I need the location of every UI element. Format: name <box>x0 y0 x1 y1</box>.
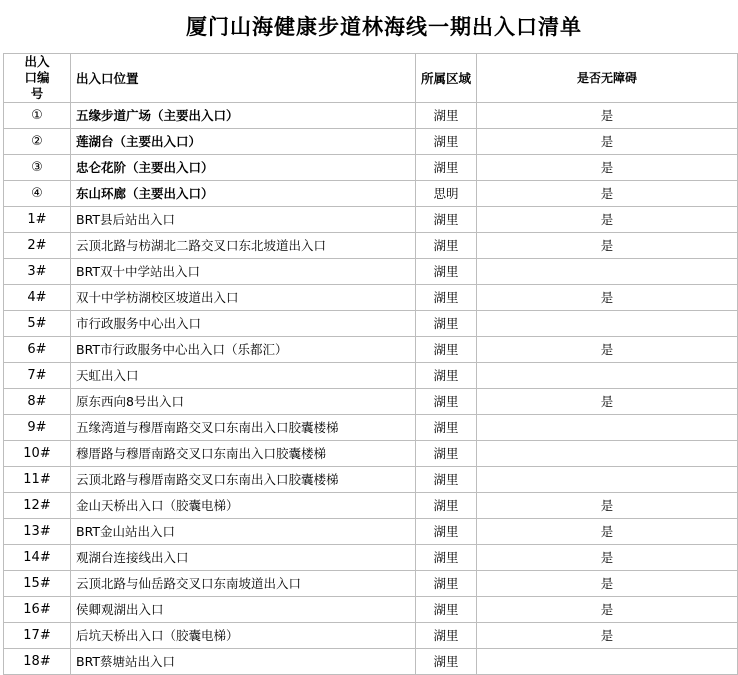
district-cell: 湖里 <box>416 259 477 285</box>
entrance-location-cell: 云顶北路与仙岳路交叉口东南坡道出入口 <box>71 571 416 597</box>
entrance-number-cell: 13# <box>4 519 71 545</box>
entrance-number-cell: 11# <box>4 467 71 493</box>
accessible-cell <box>477 441 738 467</box>
entrance-number-cell: 17# <box>4 623 71 649</box>
table-header-row <box>4 54 738 103</box>
entrance-number-cell: 5# <box>4 311 71 337</box>
entrance-location-cell: 穆厝路与穆厝南路交叉口东南出入口胶囊楼梯 <box>71 441 416 467</box>
accessible-cell: 是 <box>477 571 738 597</box>
table-row <box>4 181 738 207</box>
accessible-cell <box>477 467 738 493</box>
entrance-location-cell: BRT蔡塘站出入口 <box>71 649 416 675</box>
table-row <box>4 233 738 259</box>
entrance-location-cell: 忠仑花阶（主要出入口） <box>71 155 416 181</box>
accessible-cell: 是 <box>477 155 738 181</box>
accessible-cell: 是 <box>477 623 738 649</box>
entrance-number-cell: 2# <box>4 233 71 259</box>
entrance-location-cell: 市行政服务中心出入口 <box>71 311 416 337</box>
entrance-location-cell: 双十中学枋湖校区坡道出入口 <box>71 285 416 311</box>
table-row <box>4 415 738 441</box>
district-cell: 湖里 <box>416 363 477 389</box>
district-cell: 思明 <box>416 181 477 207</box>
accessible-cell: 是 <box>477 129 738 155</box>
district-cell: 湖里 <box>416 207 477 233</box>
table-row <box>4 519 738 545</box>
entrance-location-cell: 五缘湾道与穆厝南路交叉口东南出入口胶囊楼梯 <box>71 415 416 441</box>
district-cell: 湖里 <box>416 623 477 649</box>
entrance-number-cell: ③ <box>4 155 71 181</box>
table-row <box>4 207 738 233</box>
accessible-cell: 是 <box>477 233 738 259</box>
entrance-number-cell: 3# <box>4 259 71 285</box>
accessible-cell: 是 <box>477 389 738 415</box>
table-row <box>4 155 738 181</box>
table-row <box>4 597 738 623</box>
district-cell: 湖里 <box>416 467 477 493</box>
accessible-cell: 是 <box>477 337 738 363</box>
district-cell: 湖里 <box>416 571 477 597</box>
table-row <box>4 363 738 389</box>
accessible-cell: 是 <box>477 597 738 623</box>
entrance-location-cell: 天虹出入口 <box>71 363 416 389</box>
accessible-cell: 是 <box>477 545 738 571</box>
district-cell: 湖里 <box>416 285 477 311</box>
table-row <box>4 129 738 155</box>
entrance-number-cell: 14# <box>4 545 71 571</box>
entrance-number-cell: 6# <box>4 337 71 363</box>
accessible-cell: 是 <box>477 519 738 545</box>
accessible-cell: 是 <box>477 285 738 311</box>
district-cell: 湖里 <box>416 441 477 467</box>
header-accessible: 是否无障碍 <box>477 54 738 103</box>
table-row <box>4 259 738 285</box>
district-cell: 湖里 <box>416 597 477 623</box>
district-cell: 湖里 <box>416 519 477 545</box>
entrance-number-cell: ② <box>4 129 71 155</box>
entrance-number-cell: 1# <box>4 207 71 233</box>
accessible-cell <box>477 311 738 337</box>
entrance-location-cell: BRT县后站出入口 <box>71 207 416 233</box>
header-entrance-number-label: 出入口编号 <box>24 54 50 101</box>
page-title: 厦门山海健康步道林海线一期出入口清单 <box>186 15 582 39</box>
accessible-cell: 是 <box>477 207 738 233</box>
district-cell: 湖里 <box>416 155 477 181</box>
accessible-cell: 是 <box>477 103 738 129</box>
table-row <box>4 467 738 493</box>
entrance-number-cell: ④ <box>4 181 71 207</box>
table-row <box>4 545 738 571</box>
entrance-location-cell: BRT市行政服务中心出入口（乐都汇） <box>71 337 416 363</box>
entrance-location-cell: BRT金山站出入口 <box>71 519 416 545</box>
table-row <box>4 493 738 519</box>
entrance-number-cell: 8# <box>4 389 71 415</box>
table-row <box>4 337 738 363</box>
district-cell: 湖里 <box>416 129 477 155</box>
entrance-location-cell: 五缘步道广场（主要出入口） <box>71 103 416 129</box>
entrance-location-cell: 原东西向8号出入口 <box>71 389 416 415</box>
entrance-number-cell: 15# <box>4 571 71 597</box>
entrance-table <box>3 53 738 675</box>
table-row <box>4 103 738 129</box>
entrance-number-cell: 9# <box>4 415 71 441</box>
district-cell: 湖里 <box>416 103 477 129</box>
entrance-location-cell: 云顶北路与枋湖北二路交叉口东北坡道出入口 <box>71 233 416 259</box>
district-cell: 湖里 <box>416 233 477 259</box>
table-row <box>4 285 738 311</box>
entrance-number-cell: 16# <box>4 597 71 623</box>
entrance-location-cell: 东山环廊（主要出入口） <box>71 181 416 207</box>
header-district: 所属区域 <box>416 54 477 103</box>
entrance-location-cell: 金山天桥出入口（胶囊电梯） <box>71 493 416 519</box>
district-cell: 湖里 <box>416 545 477 571</box>
table-row <box>4 571 738 597</box>
entrance-location-cell: 观湖台连接线出入口 <box>71 545 416 571</box>
entrance-location-cell: 侯卿观湖出入口 <box>71 597 416 623</box>
table-row <box>4 623 738 649</box>
entrance-location-cell: 后坑天桥出入口（胶囊电梯） <box>71 623 416 649</box>
header-entrance-location: 出入口位置 <box>71 54 416 103</box>
district-cell: 湖里 <box>416 493 477 519</box>
entrance-number-cell: 4# <box>4 285 71 311</box>
district-cell: 湖里 <box>416 337 477 363</box>
district-cell: 湖里 <box>416 415 477 441</box>
entrance-location-cell: 莲湖台（主要出入口） <box>71 129 416 155</box>
table-row <box>4 441 738 467</box>
district-cell: 湖里 <box>416 389 477 415</box>
header-entrance-number <box>4 54 71 103</box>
accessible-cell <box>477 415 738 441</box>
table-row <box>4 389 738 415</box>
entrance-number-cell: 12# <box>4 493 71 519</box>
accessible-cell: 是 <box>477 181 738 207</box>
accessible-cell <box>477 259 738 285</box>
entrance-location-cell: 云顶北路与穆厝南路交叉口东南出入口胶囊楼梯 <box>71 467 416 493</box>
entrance-number-cell: 18# <box>4 649 71 675</box>
accessible-cell <box>477 363 738 389</box>
entrance-number-cell: 10# <box>4 441 71 467</box>
district-cell: 湖里 <box>416 649 477 675</box>
accessible-cell: 是 <box>477 493 738 519</box>
entrance-number-cell: 7# <box>4 363 71 389</box>
table-row <box>4 311 738 337</box>
entrance-number-cell: ① <box>4 103 71 129</box>
entrance-location-cell: BRT双十中学站出入口 <box>71 259 416 285</box>
district-cell: 湖里 <box>416 311 477 337</box>
